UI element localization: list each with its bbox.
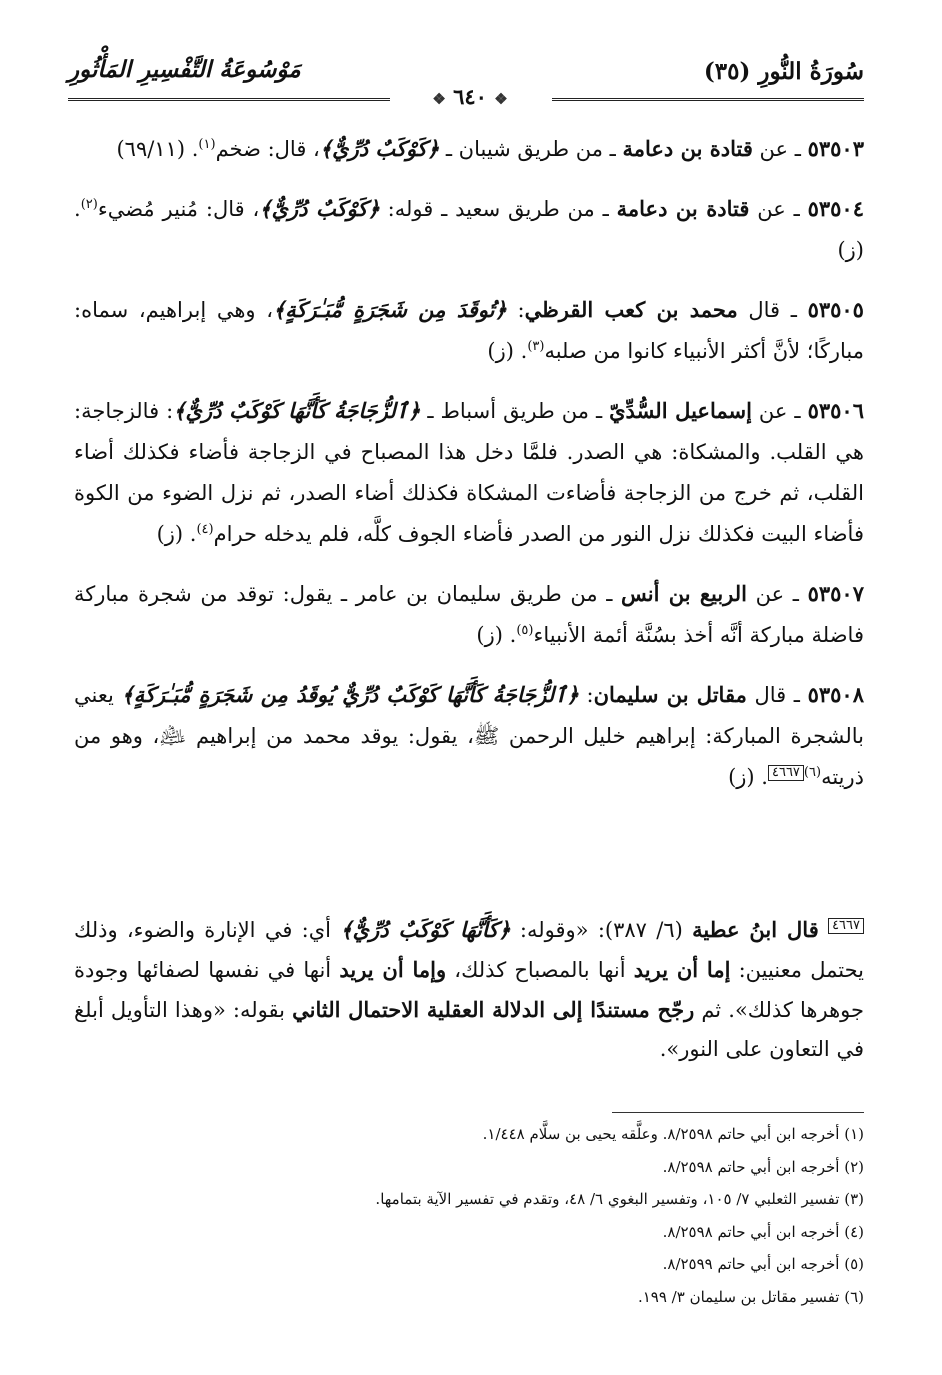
footnote-ref[interactable]: (٣)	[527, 339, 545, 354]
entry-text: ـ قال	[737, 298, 797, 322]
entry-text: ـ من طريق أسباط ـ	[420, 399, 610, 423]
entry-text: : فالزجاجة: هي القلب. والمشكاة: هي الصدر. فلمَّا دخل هذا المصباح في الزجاجة فأضاء فكذلك أضاء القلب، ثم خرج من الزجاجة فأضاءت المشكاة فكذلك أضاء الصدر، ثم نزل الضوء من الكوة فأضاء البيت فكذلك نزل النور من الصدر فأضاء الجوف كلَّه، فلم يدخله حرام	[74, 399, 864, 546]
entry-text: ـ من طريق سليمان بن عامر ـ يقول: توقد من شجرة مباركة فاضلة مباركة أنَّه أخذ بسُنَّة أئمة الأنبياء	[74, 582, 864, 647]
entry-text: ، قال: ضخم	[215, 137, 320, 161]
footnote-ref[interactable]: (٥)	[516, 623, 534, 638]
entry-text: . (ز)	[156, 522, 197, 546]
quran-quote: ﴿كَأَنَّهَا كَوْكَبٌ دُرِّيٌّ﴾	[340, 917, 511, 942]
quran-quote: ﴿ٱلزُّجَاجَةُ كَأَنَّهَا كَوْكَبٌ دُرِّيٌّ يُوقَدُ مِن شَجَرَةٍ مُّبَـٰرَكَةٍ﴾	[121, 682, 579, 707]
header-rule-right	[552, 98, 864, 101]
entry-number: ٥٣٥٠٦	[807, 398, 864, 423]
footnote-ref[interactable]: (٢)	[80, 197, 98, 212]
commentary-emphasis: وإما أن يريد	[339, 957, 447, 982]
entry-text: :	[506, 298, 525, 322]
book-title: مَوْسُوعَةُ التَّفْسِيرِ المَأْثُورِ	[68, 56, 301, 83]
commentary-text: أنها بالمصباح كذلك،	[446, 958, 634, 982]
main-text	[74, 128, 864, 816]
quran-quote: ﴿كَوْكَبٌ دُرِّيٌّ﴾	[259, 196, 380, 221]
commentary-text: أي: في الإنارة والضوء، وذلك يحتمل معنيين:	[74, 918, 864, 982]
entry-text: ـ من طريق سعيد ـ قوله:	[379, 197, 617, 221]
entry-text: ـ عن	[749, 197, 800, 221]
commentary-text: (٦/ ٣٨٧): «وقوله:	[510, 918, 693, 942]
commentary-emphasis: رجّح مستندًا إلى الدلالة العقلية الاحتمال الثاني	[292, 997, 695, 1022]
footnotes	[74, 1118, 864, 1313]
narrator-name: قتادة بن دعامة	[622, 136, 753, 161]
entry-text: . (ز)	[728, 765, 768, 789]
commentary-ref-box[interactable]: ٤٦٦٧	[768, 765, 804, 781]
entry-text: ـ عن	[747, 582, 799, 606]
entry-text: . (ز)	[487, 339, 528, 363]
page-number-block	[398, 84, 542, 109]
commentary-text: أنها في نفسها لصفائها وجودة جوهرها كذلك». ثم	[74, 958, 864, 1022]
quran-quote: ﴿تُوقَدَ مِن شَجَرَةٍ مُّبَـٰرَكَةٍ﴾	[272, 297, 507, 322]
quran-quote: ﴿كَوْكَبٌ دُرِّيٌّ﴾	[319, 136, 440, 161]
commentary-number-box: ٤٦٦٧	[828, 918, 864, 934]
footnote-separator	[612, 1112, 864, 1113]
surah-title: سُورَةُ النُّورِ (٣٥)	[703, 58, 864, 85]
entry-text: :	[578, 683, 594, 707]
entry-text: ـ عن	[752, 137, 801, 161]
commentary-text: بقوله: «وهذا التأويل أبلغ في التعاون على النور».	[74, 998, 864, 1061]
entry-text: ـ عن	[751, 399, 801, 423]
commentary-author: قال ابنُ عطية	[692, 917, 819, 942]
narrator-name: مقاتل بن سليمان	[593, 682, 747, 707]
entry-text: . (٦٩/١١)	[116, 137, 199, 161]
ornament-icon: ❖	[432, 90, 446, 108]
narrator-name: قتادة بن دعامة	[616, 196, 750, 221]
footnote-ref[interactable]: (٤)	[196, 522, 214, 537]
quran-quote: ﴿ٱلزُّجَاجَةُ كَأَنَّهَا كَوْكَبٌ دُرِّيٌّ﴾	[173, 398, 421, 423]
entry-text: . (ز)	[74, 197, 864, 262]
entry-number: ٥٣٥٠٨	[807, 682, 864, 707]
entry-text: يعني بالشجرة المباركة: إبراهيم خليل الرحمن ﷺ، يقول: يوقد محمد من إبراهيم ﵇، وهو من ذريته	[74, 683, 864, 789]
entry-53503	[74, 128, 864, 170]
entry-text: ، وهي إبراهيم، سماه: مباركًا؛ لأنَّ أكثر الأنبياء كانوا من صلبه	[74, 298, 864, 363]
footnote-2: (٢) أخرجه ابن أبي حاتم ٨/٢٥٩٨.	[662, 1157, 864, 1176]
footnote-4: (٤) أخرجه ابن أبي حاتم ٨/٢٥٩٨.	[662, 1222, 864, 1241]
footnote-ref[interactable]: (١)	[198, 137, 216, 152]
entry-text: ـ قال	[746, 683, 800, 707]
commentary-block	[74, 910, 864, 1069]
entry-53505	[74, 289, 864, 372]
footnote-5: (٥) أخرجه ابن أبي حاتم ٨/٢٥٩٩.	[662, 1255, 864, 1273]
footnote-3: (٣) تفسير الثعلبي ٧/ ١٠٥، وتفسير البغوي ٦/ ٤٨، وتقدم في تفسير الآية بتمامها.	[375, 1190, 864, 1208]
page-header	[68, 46, 864, 112]
ornament-icon: ❖	[494, 90, 508, 108]
entry-number: ٥٣٥٠٥	[807, 297, 864, 322]
entry-53507	[74, 573, 864, 656]
entry-number: ٥٣٥٠٧	[807, 581, 864, 606]
page-number: ٦٤٠	[453, 84, 487, 109]
footnote-ref[interactable]: (٦)	[803, 765, 822, 780]
commentary-emphasis: إما أن يريد	[633, 957, 731, 982]
entry-53506	[74, 390, 864, 555]
entry-text: ، قال: مُنير مُضيء	[97, 197, 260, 221]
entry-53508	[74, 674, 864, 798]
header-rule-left	[68, 98, 390, 101]
narrator-name: إسماعيل السُّدِّيّ	[609, 398, 752, 423]
entry-53504	[74, 188, 864, 271]
narrator-name: الربيع بن أنس	[621, 581, 747, 606]
entry-number: ٥٣٥٠٣	[807, 136, 864, 161]
entry-text: ـ من طريق شيبان ـ	[439, 137, 623, 161]
footnote-1: (١) أخرجه ابن أبي حاتم ٨/٢٥٩٨. وعلَّقه يحيى بن سلَّام ١/٤٤٨.	[482, 1125, 864, 1143]
entry-text: . (ز)	[476, 623, 517, 647]
footnote-6: (٦) تفسير مقاتل بن سليمان ٣/ ١٩٩.	[637, 1287, 864, 1306]
entry-number: ٥٣٥٠٤	[807, 196, 864, 221]
narrator-name: محمد بن كعب القرظي	[524, 297, 738, 322]
